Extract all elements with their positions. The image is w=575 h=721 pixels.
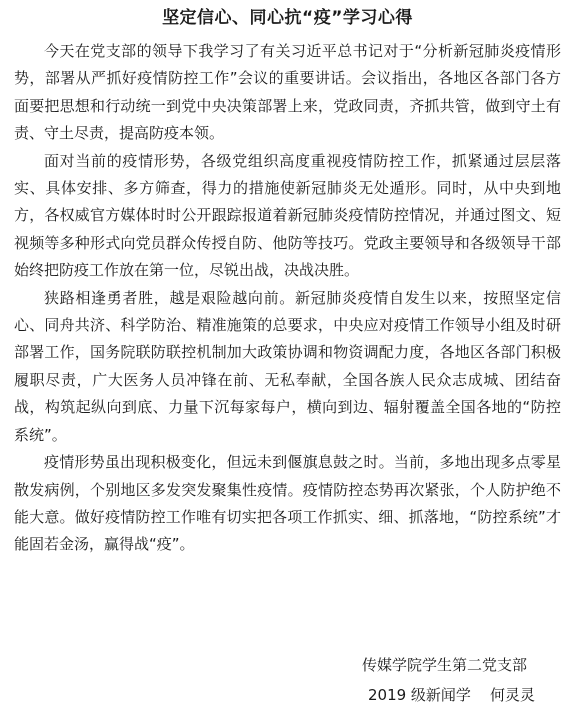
- paragraph-3: 狭路相逢勇者胜，越是艰险越向前。新冠肺炎疫情自发生以来，按照坚定信心、同舟共济、科学防治、精准施策的总要求，中央应对疫情工作领导小组及时研部署工作，国务院联防联控机制加大政策协调和物资调配力度，各地区各部门积极履职尽责，广大医务人员冲锋在前、无私奉献，全国各族人民众志成城、团结奋战，构筑起纵向到底、力量下沉每家每户，横向到边、辐射覆盖全国各地的“防控系统”。: [14, 288, 561, 444]
- paragraph-2: 面对当前的疫情形势，各级党组织高度重视疫情防控工作，抓紧通过层层落实、具体安排、多方筛查，得力的措施使新冠肺炎无处遁形。同时，从中央到地方，各权威官方媒体时时公开跟踪报道着新冠肺炎疫情防控情况，并通过图文、短视频等多种形式向党员群众传授自防、他防等技巧。党政主要领导和各级领导干部始终把防疫工作放在第一位，尽锐出战，决战决胜。: [14, 151, 561, 280]
- paragraph-1: 今天在党支部的领导下我学习了有关习近平总书记对于“分析新冠肺炎疫情形势，部署从严抓好疫情防控工作”会议的重要讲话。会议指出，各地区各部门各方面要把思想和行动统一到党中央决策部署上来，党政同责，齐抓共管，做到守土有责、守土尽责，提高防疫本领。: [14, 42, 561, 143]
- document-body: [14, 38, 561, 559]
- signature-author: 2019 级新闻学 何灵灵: [367, 686, 535, 704]
- paragraph-4: 疫情形势虽出现积极变化，但远未到偃旗息鼓之时。当前，多地出现多点零星散发病例，个别地区多发突发聚集性疫情。疫情防控态势再次紧张，个人防护绝不能大意。做好疫情防控工作唯有切实把各项工作抓实、细、抓落地，“防控系统”才能固若金汤，赢得战“疫”。: [14, 453, 561, 554]
- signature-block: [362, 650, 535, 710]
- document-title: 坚定信心、同心抗“疫”学习心得: [162, 8, 413, 28]
- signature-organization: 传媒学院学生第二党支部: [361, 656, 527, 674]
